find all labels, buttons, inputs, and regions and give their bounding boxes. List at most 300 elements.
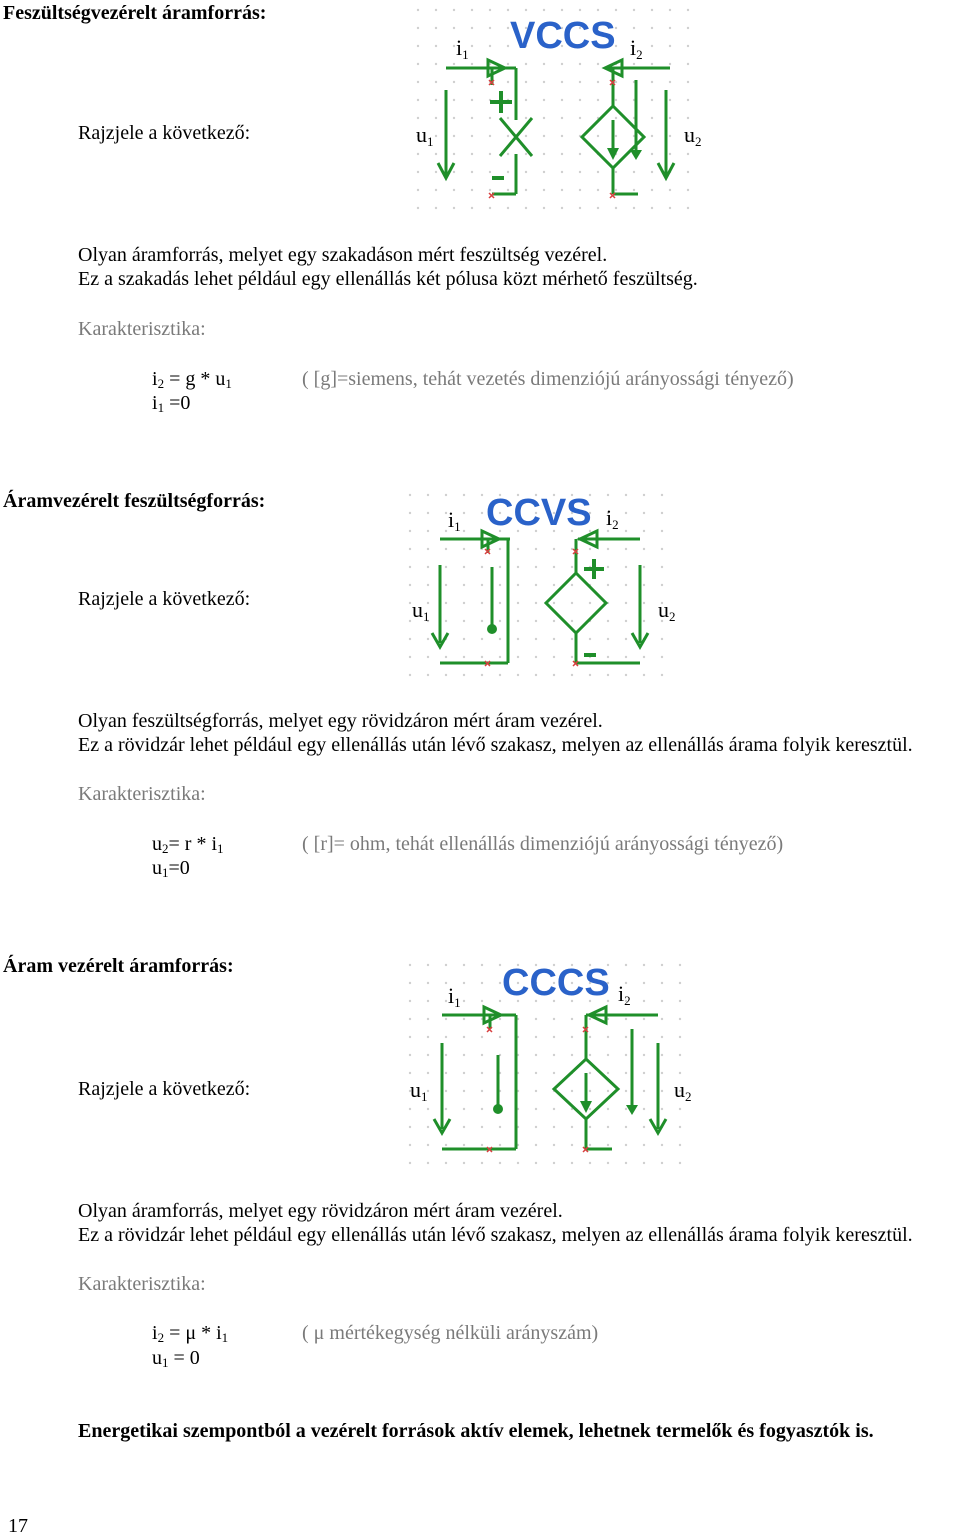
grid-dot — [435, 189, 437, 191]
grid-dot — [579, 189, 581, 191]
grid-dot — [661, 982, 663, 984]
grid-dot — [561, 99, 563, 101]
grid-dot — [687, 207, 689, 209]
symbol-label: Rajzjele a következő: — [78, 588, 251, 610]
grid-dot — [615, 9, 617, 11]
symbol-label: Rajzjele a következő: — [78, 122, 251, 144]
grid-dot — [679, 964, 681, 966]
equation-2: $i_1 =0$ — [152, 392, 191, 415]
grid-dot — [651, 27, 653, 29]
grid-dot — [625, 602, 627, 604]
grid-dot — [543, 63, 545, 65]
grid-dot — [507, 153, 509, 155]
grid-dot — [561, 135, 563, 137]
grid-dot — [409, 1072, 411, 1074]
grid-dot — [499, 1162, 501, 1164]
grid-dot — [633, 207, 635, 209]
grid-dot — [679, 1144, 681, 1146]
description-line-1: Olyan feszültségforrás, melyet egy rövidzáron mért áram vezérel. — [78, 710, 603, 732]
grid-dot — [535, 548, 537, 550]
grid-dot — [463, 602, 465, 604]
grid-dot — [499, 674, 501, 676]
grid-dot — [643, 1072, 645, 1074]
grid-dot — [589, 1108, 591, 1110]
grid-dot — [417, 63, 419, 65]
grid-dot — [499, 656, 501, 658]
grid-dot — [507, 135, 509, 137]
grid-dot — [553, 1036, 555, 1038]
section-heading: Áram vezérelt áramforrás: — [3, 955, 234, 977]
grid-dot — [409, 674, 411, 676]
grid-dot — [625, 566, 627, 568]
grid-dot — [589, 1126, 591, 1128]
grid-dot — [481, 512, 483, 514]
grid-dot — [471, 9, 473, 11]
grid-dot — [543, 99, 545, 101]
grid-dot — [417, 99, 419, 101]
grid-dot — [579, 99, 581, 101]
grid-dot — [661, 656, 663, 658]
grid-dot — [679, 1072, 681, 1074]
grid-dot — [687, 99, 689, 101]
grid-dot — [615, 99, 617, 101]
grid-dot — [525, 189, 527, 191]
grid-dot — [553, 1018, 555, 1020]
grid-dot — [409, 1000, 411, 1002]
grid-dot — [417, 81, 419, 83]
grid-dot — [471, 63, 473, 65]
grid-dot — [463, 512, 465, 514]
grid-dot — [643, 1126, 645, 1128]
grid-dot — [535, 1126, 537, 1128]
grid-dot — [471, 153, 473, 155]
grid-dot — [643, 1000, 645, 1002]
svg-text:i1: i1 — [448, 983, 461, 1010]
grid-dot — [517, 584, 519, 586]
grid-dot — [453, 171, 455, 173]
u1-label: u1 — [416, 122, 434, 149]
grid-dot — [687, 27, 689, 29]
grid-dot — [543, 135, 545, 137]
grid-dot — [597, 207, 599, 209]
grid-dot — [643, 530, 645, 532]
grid-dot — [643, 1090, 645, 1092]
grid-dot — [481, 964, 483, 966]
grid-dot — [535, 1108, 537, 1110]
grid-dot — [669, 63, 671, 65]
grid-dot — [525, 153, 527, 155]
grid-dot — [409, 1144, 411, 1146]
grid-dot — [499, 1126, 501, 1128]
grid-dot — [517, 566, 519, 568]
grid-dot — [445, 548, 447, 550]
grid-dot — [543, 207, 545, 209]
i2-label: i2 — [630, 35, 643, 62]
grid-dot — [525, 63, 527, 65]
grid-dot — [445, 1054, 447, 1056]
grid-dot — [589, 1144, 591, 1146]
grid-dot — [589, 1072, 591, 1074]
grid-dot — [481, 1108, 483, 1110]
grid-dot — [489, 189, 491, 191]
grid-dot — [499, 638, 501, 640]
grid-dot — [417, 171, 419, 173]
grid-dot — [661, 584, 663, 586]
grid-dot — [553, 566, 555, 568]
grid-dot — [427, 584, 429, 586]
grid-dot — [409, 964, 411, 966]
grid-dot — [535, 674, 537, 676]
grid-dot — [615, 135, 617, 137]
grid-dot — [607, 620, 609, 622]
grid-dot — [445, 530, 447, 532]
grid-dot — [535, 620, 537, 622]
grid-dot — [643, 620, 645, 622]
grid-dot — [427, 1162, 429, 1164]
grid-dot — [471, 171, 473, 173]
grid-dot — [651, 63, 653, 65]
grid-dot — [661, 512, 663, 514]
grid-dot — [571, 1144, 573, 1146]
grid-dot — [669, 207, 671, 209]
grid-dot — [453, 9, 455, 11]
grid-dot — [597, 63, 599, 65]
grid-dot — [535, 1036, 537, 1038]
grid-dot — [561, 171, 563, 173]
grid-dot — [643, 1108, 645, 1110]
grid-dot — [427, 1126, 429, 1128]
grid-dot — [481, 1054, 483, 1056]
grid-dot — [481, 1144, 483, 1146]
grid-dot — [463, 548, 465, 550]
svg-text:u1: u1 — [412, 597, 430, 624]
grid-dot — [481, 566, 483, 568]
section-heading: Feszültségvezérelt áramforrás: — [3, 2, 267, 24]
grid-dot — [625, 1144, 627, 1146]
grid-dot — [535, 638, 537, 640]
grid-dot — [481, 494, 483, 496]
grid-dot — [507, 189, 509, 191]
equation-2: $u_1=0$ — [152, 857, 190, 880]
grid-dot — [651, 171, 653, 173]
grid-dot — [589, 548, 591, 550]
description-line-1: Olyan áramforrás, melyet egy szakadáson mért feszültség vezérel. — [78, 244, 608, 266]
grid-dot — [561, 153, 563, 155]
u2-label: u2 — [684, 122, 702, 149]
grid-dot — [553, 602, 555, 604]
grid-dot — [535, 566, 537, 568]
grid-dot — [409, 494, 411, 496]
grid-dot — [481, 1036, 483, 1038]
grid-dot — [597, 99, 599, 101]
grid-dot — [463, 1054, 465, 1056]
vccs-diagram — [408, 0, 708, 225]
grid-dot — [435, 135, 437, 137]
grid-dot — [445, 1018, 447, 1020]
grid-dot — [489, 153, 491, 155]
grid-dot — [471, 207, 473, 209]
diagram-title: CCVS — [486, 492, 592, 534]
svg-text:u2: u2 — [658, 597, 676, 624]
grid-dot — [481, 674, 483, 676]
grid-dot — [409, 530, 411, 532]
grid-dot — [643, 602, 645, 604]
grid-dot — [463, 1090, 465, 1092]
grid-dot — [517, 620, 519, 622]
grid-dot — [651, 117, 653, 119]
grid-dot — [625, 1054, 627, 1056]
grid-dot — [445, 566, 447, 568]
grid-dot — [417, 27, 419, 29]
grid-dot — [435, 63, 437, 65]
grid-dot — [417, 45, 419, 47]
grid-dot — [507, 63, 509, 65]
grid-dot — [643, 982, 645, 984]
grid-dot — [453, 81, 455, 83]
grid-dot — [579, 117, 581, 119]
grid-dot — [489, 45, 491, 47]
grid-dot — [615, 189, 617, 191]
grid-dot — [579, 9, 581, 11]
grid-dot — [463, 982, 465, 984]
grid-dot — [597, 81, 599, 83]
grid-dot — [499, 1144, 501, 1146]
grid-dot — [625, 620, 627, 622]
grid-dot — [607, 674, 609, 676]
grid-dot — [481, 602, 483, 604]
grid-dot — [625, 982, 627, 984]
grid-dot — [481, 620, 483, 622]
final-note: Energetikai szempontból a vezérelt források aktív elemek, lehetnek termelők és fogyasztók is. — [78, 1420, 874, 1442]
grid-dot — [427, 494, 429, 496]
grid-dot — [571, 602, 573, 604]
grid-dot — [507, 207, 509, 209]
grid-dot — [409, 1054, 411, 1056]
grid-dot — [597, 135, 599, 137]
grid-dot — [687, 45, 689, 47]
grid-dot — [679, 1036, 681, 1038]
grid-dot — [651, 99, 653, 101]
grid-dot — [445, 1108, 447, 1110]
grid-dot — [481, 656, 483, 658]
grid-dot — [463, 494, 465, 496]
circuit-wires — [438, 60, 674, 194]
grid-dot — [517, 656, 519, 658]
grid-dot — [633, 27, 635, 29]
grid-dot — [409, 1108, 411, 1110]
grid-dot — [453, 207, 455, 209]
grid-dot — [553, 638, 555, 640]
grid-dot — [535, 1072, 537, 1074]
grid-dot — [625, 1162, 627, 1164]
grid-dot — [525, 117, 527, 119]
characteristic-label: Karakterisztika: — [78, 1273, 206, 1295]
grid-dot — [471, 27, 473, 29]
grid-dot — [507, 81, 509, 83]
grid-dot — [553, 1126, 555, 1128]
grid-dot — [643, 584, 645, 586]
grid-dot — [535, 1090, 537, 1092]
grid-dot — [579, 153, 581, 155]
grid-dot — [445, 982, 447, 984]
grid-dot — [427, 1144, 429, 1146]
grid-dot — [435, 45, 437, 47]
grid-dot — [427, 1108, 429, 1110]
grid-dot — [633, 9, 635, 11]
grid-dot — [553, 1054, 555, 1056]
grid-dot — [489, 207, 491, 209]
grid-dot — [661, 1000, 663, 1002]
grid-dot — [517, 674, 519, 676]
grid-dot — [589, 1018, 591, 1020]
grid-dot — [453, 63, 455, 65]
description-line-2: Ez a rövidzár lehet például egy ellenállás után lévő szakasz, melyen az ellenállás árama folyik keresztül. — [78, 734, 913, 756]
equation-1: $i_2 = g * u_1$ — [152, 368, 232, 391]
grid-dot — [427, 982, 429, 984]
grid-dot — [607, 530, 609, 532]
grid-dot — [427, 656, 429, 658]
grid-dot — [463, 638, 465, 640]
grid-dot — [463, 1000, 465, 1002]
grid-dot — [435, 9, 437, 11]
grid-dot — [615, 207, 617, 209]
grid-dot — [471, 99, 473, 101]
grid-dot — [651, 207, 653, 209]
grid-dot — [417, 117, 419, 119]
grid-dot — [661, 530, 663, 532]
grid-dot — [643, 656, 645, 658]
grid-dot — [579, 171, 581, 173]
grid-dot — [517, 638, 519, 640]
grid-dot — [409, 638, 411, 640]
grid-dot — [499, 602, 501, 604]
cccs-diagram — [400, 955, 700, 1180]
grid-dot — [417, 153, 419, 155]
grid-dot — [625, 638, 627, 640]
grid-dot — [463, 1072, 465, 1074]
grid-dot — [661, 566, 663, 568]
grid-dot — [445, 1144, 447, 1146]
grid-dot — [571, 1036, 573, 1038]
grid-dot — [463, 674, 465, 676]
grid-dot — [445, 656, 447, 658]
grid-dot — [535, 1054, 537, 1056]
grid-dot — [661, 1054, 663, 1056]
grid-dot — [481, 584, 483, 586]
grid-dot — [607, 494, 609, 496]
grid-dot — [499, 566, 501, 568]
grid-dot — [661, 1072, 663, 1074]
grid-dot — [625, 656, 627, 658]
grid-dot — [669, 189, 671, 191]
svg-text:i2: i2 — [606, 505, 619, 532]
grid-dot — [553, 1072, 555, 1074]
grid-dot — [589, 674, 591, 676]
grid-dot — [607, 584, 609, 586]
grid-dot — [553, 548, 555, 550]
grid-dot — [481, 982, 483, 984]
grid-dot — [571, 656, 573, 658]
grid-dot — [687, 189, 689, 191]
grid-dot — [499, 982, 501, 984]
grid-dot — [409, 566, 411, 568]
grid-dot — [435, 207, 437, 209]
grid-dot — [571, 1018, 573, 1020]
diagram-title: VCCS — [510, 15, 616, 57]
grid-dot — [409, 1126, 411, 1128]
grid-dot — [571, 620, 573, 622]
grid-dot — [471, 135, 473, 137]
grid-dot — [543, 153, 545, 155]
grid-dot — [607, 656, 609, 658]
grid-dot — [651, 153, 653, 155]
grid-dot — [543, 171, 545, 173]
grid-dot — [687, 171, 689, 173]
grid-dot — [669, 27, 671, 29]
grid-dot — [417, 189, 419, 191]
grid-dot — [507, 45, 509, 47]
grid-dot — [463, 1108, 465, 1110]
grid-dot — [481, 1090, 483, 1092]
grid-dot — [471, 81, 473, 83]
grid-dot — [651, 9, 653, 11]
grid-dot — [435, 27, 437, 29]
grid-dot — [463, 656, 465, 658]
grid-dot — [543, 117, 545, 119]
grid-dot — [553, 620, 555, 622]
grid-dot — [427, 1054, 429, 1056]
grid-dot — [643, 548, 645, 550]
grid-dot — [427, 1036, 429, 1038]
grid-dot — [553, 1108, 555, 1110]
svg-text:i2: i2 — [618, 981, 631, 1008]
grid-dot — [661, 1018, 663, 1020]
grid-dot — [445, 1036, 447, 1038]
grid-dot — [597, 9, 599, 11]
grid-dot — [679, 1126, 681, 1128]
grid-dot — [625, 1090, 627, 1092]
grid-dot — [561, 189, 563, 191]
grid-dot — [561, 81, 563, 83]
grid-dot — [607, 1144, 609, 1146]
grid-dot — [625, 1018, 627, 1020]
grid-dot — [409, 1162, 411, 1164]
grid-dot — [445, 1000, 447, 1002]
grid-dot — [543, 189, 545, 191]
grid-dot — [643, 1036, 645, 1038]
grid-dot — [481, 638, 483, 640]
grid-dot — [517, 602, 519, 604]
grid-dot — [643, 1144, 645, 1146]
grid-dot — [409, 512, 411, 514]
grid-dot — [607, 638, 609, 640]
grid-dot — [463, 584, 465, 586]
grid-dot — [427, 566, 429, 568]
grid-dot — [507, 117, 509, 119]
grid-dot — [445, 494, 447, 496]
grid-dot — [607, 566, 609, 568]
grid-dot — [661, 1108, 663, 1110]
grid-dot — [453, 27, 455, 29]
grid-dot — [643, 674, 645, 676]
grid-dot — [453, 189, 455, 191]
grid-dot — [607, 1072, 609, 1074]
grid-dot — [571, 674, 573, 676]
grid-dot — [661, 1090, 663, 1092]
grid-dot — [453, 99, 455, 101]
grid-dot — [607, 1090, 609, 1092]
grid-dot — [489, 135, 491, 137]
